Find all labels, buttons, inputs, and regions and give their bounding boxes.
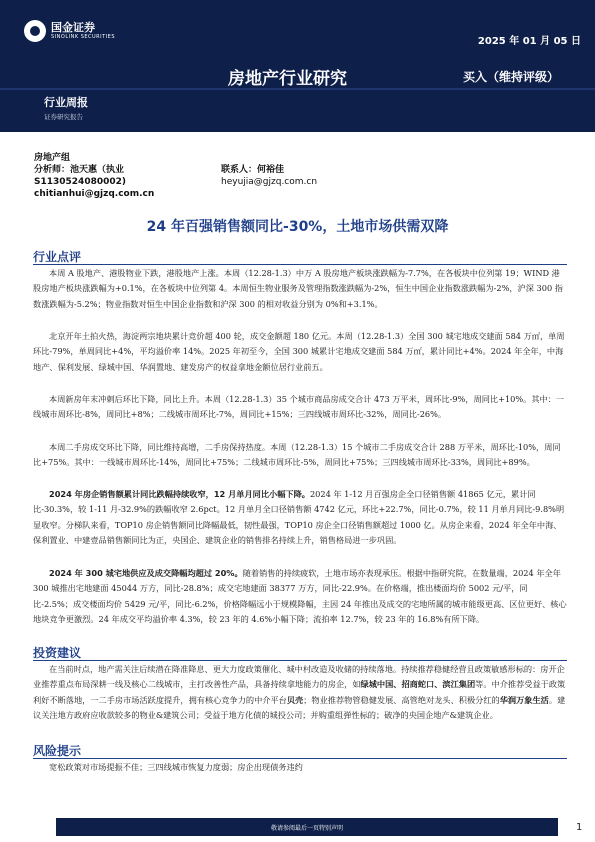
paragraph-sales	[33, 487, 567, 549]
paragraph-new-home: 本周新房年末冲刺后环比下降，同比上升。本周（12.28-1.3）35 个城市商品房成交合计 473 万平米，周环比-9%，周同比+10%。其中：一线城市周环比-8%，周同比+8%；二线城市周环比-7%，周同比+15%；三四线城市周环比-32%，周同比-26%。	[33, 394, 565, 420]
paragraph-land-supply	[33, 566, 567, 628]
stock-pick-agency: 贝壳	[286, 694, 304, 705]
paragraph-land: 北京开年土拍火热，海淀两宗地块累计竞价超 400 轮，成交金额超 180 亿元。本周（12.28-1.3）全国 300 城宅地成交建面 584 万㎡，单周环比-79%，单周同比+4%，平均溢价率 14%。2025 年初至今，全国 300 城累计宅地成交建面 584 万㎡，累计同比+4%。2024 年全年，中海地产、保利发展、绿城中国、华润置地、建发房产的权益拿地金额位居行业前五。	[33, 331, 565, 372]
section-divider	[33, 758, 567, 759]
stock-picks-developers: 绿城中国、招商蛇口、滨江集团	[360, 679, 476, 690]
logo-name: 国金证券	[51, 20, 95, 34]
paragraph-sales-body: 2024 年 1-12 月百强房企全口径销售额 41865 亿元，累计同比-30.3%，较 1-11 月-32.9%的跌幅收窄 2.6pct。12 月单月全口径销售额 4742 亿元，环比+22.7%，同比-0.7%，较 11 月单月同比-9.8%明显收窄。分梯队来看，TOP10 房企销售额同比降幅最低，韧性最强，TOP10 房企全口径销售额超过 1000 亿。从房企来看，2024 年全年中海、保利置业、中建壹品销售额同比为正，央国企、建筑企业的销售排名持续上升，销售格局进一步巩固。	[33, 489, 565, 546]
report-date: 2025 年 01 月 05 日	[477, 36, 581, 47]
paragraph-invest: 在当前时点，地产需关注后续潜在降准降息、更大力度政策催化、城中村改造及收储的持续落地。持续推荐稳健经营且政策敏感形标的：房开企业推荐重点布局深耕一线及核心二线城市，主打改善性产品，具备持续拿地能力的房企，如绿城中国、招商蛇口、滨江集团等。中介推荐受益于政策利好不断落地，一二手房市场活跃度提升，拥有核心竞争力的中介平台贝壳；物业推荐物管稳健发展、高管绝对龙头、积极分红的华润万象生活。建议关注地方政府应收款较多的物业&建筑公司；受益于地方化债的城投公司；并购重组弹性标的；破净的央国企地产&建筑企业。	[33, 664, 566, 721]
paragraph-land-supply-body: 随着销售的持续疲软，土地市场亦表现承压。根据中指研究院，在数量端，2024 年全年 300 城推出宅地建面 45044 万方，同比-28.8%；成交宅地建面 38377 万方，同比-22.9%。在价格端，推出楼面均价 5002 元/平，同比-2.5%；成交楼面均价 5429 元/平，同比-6.2%，价格降幅远小于规模降幅，主因 24 年推出及成交的宅地所属的城市能级更高、区位更好、核心地块竞争更激烈。24 年成交平均溢价率 4.3%，较 23 年的 4.6%小幅下降；流拍率 12.7%，较 23 年的 16.8%有所下降。	[33, 568, 567, 625]
paragraph-second-hand: 本周二手房成交环比下降，同比维持高增，二手房保持热度。本周（12.28-1.3）15 个城市二手房成交合计 288 万平米，周环比-10%，周同比+75%。其中：一线城市周环比-14%，周同比+75%；二线城市周环比-5%，周同比+75%；三四线城市周环比-33%，周同比+89%。	[33, 442, 561, 468]
paragraph-risk: 宽松政策对市场提振不佳；三四线城市恢复力度弱；房企出现债务违约	[49, 762, 303, 772]
analyst-name: 分析师：池天惠（执业	[34, 165, 125, 175]
report-subtype: 证券研究报告	[44, 113, 83, 121]
document-title: 24 年百强销售额同比-30%，土地市场供需双降	[146, 219, 449, 235]
report-header	[0, 0, 595, 132]
analyst-group: 房地产组	[34, 153, 71, 163]
report-title: 房地产行业研究	[228, 69, 347, 89]
page-number: 1	[576, 822, 583, 833]
paragraph-market: 本周 A 股地产、港股物业下跌，港股地产上涨。本周（12.28-1.3）中万 A 股房地产板块涨跌幅为-7.7%，在各板块中位列第 19；WIND 港股房地产板块涨跌幅为+0.1%，在各板块中位列第 4。本周恒生物业服务及管理指数涨跌幅为-2%，恒生中国企业指数涨跌幅为-2%，沪深 300 指数涨跌幅为-5.2%；物业指数对恒生中国企业指数和沪深 300 的相对收益分别为 0%和+3.1%。	[33, 268, 563, 309]
logo-name-en: SINOLINK SECURITIES	[51, 33, 115, 40]
section-divider	[33, 660, 567, 661]
analyst-license: S1130524080002)	[34, 177, 127, 187]
footer-band	[56, 818, 558, 836]
section-divider	[33, 264, 567, 265]
contact-block	[221, 164, 317, 188]
footer-disclaimer: 敬请参阅最后一页特别声明	[270, 825, 343, 832]
section-heading-invest: 投资建议	[33, 646, 82, 660]
report-type: 行业周报	[44, 96, 88, 109]
rating: 买入（维持评级）	[462, 70, 559, 84]
section-heading-risk: 风险提示	[33, 744, 82, 758]
paragraph-sales-lead: 2024 年房企销售额累计同比跌幅持续收窄，12 月单月同比小幅下降。	[49, 489, 310, 499]
paragraph-land-supply-lead: 2024 年 300 城宅地供应及成交降幅均超过 20%。	[49, 568, 243, 578]
analyst-block	[34, 152, 154, 200]
contact-name: 何裕佳	[257, 165, 285, 175]
section-heading-review: 行业点评	[33, 250, 82, 264]
stock-pick-property: 华润万象生活	[499, 694, 549, 705]
logo	[24, 20, 115, 42]
analyst-email[interactable]: chitianhui@gjzq.com.cn	[34, 189, 155, 199]
contact-label: 联系人：	[221, 165, 258, 175]
contact-email[interactable]: heyujia@gjzq.com.cn	[221, 177, 318, 187]
logo-icon	[24, 20, 46, 42]
